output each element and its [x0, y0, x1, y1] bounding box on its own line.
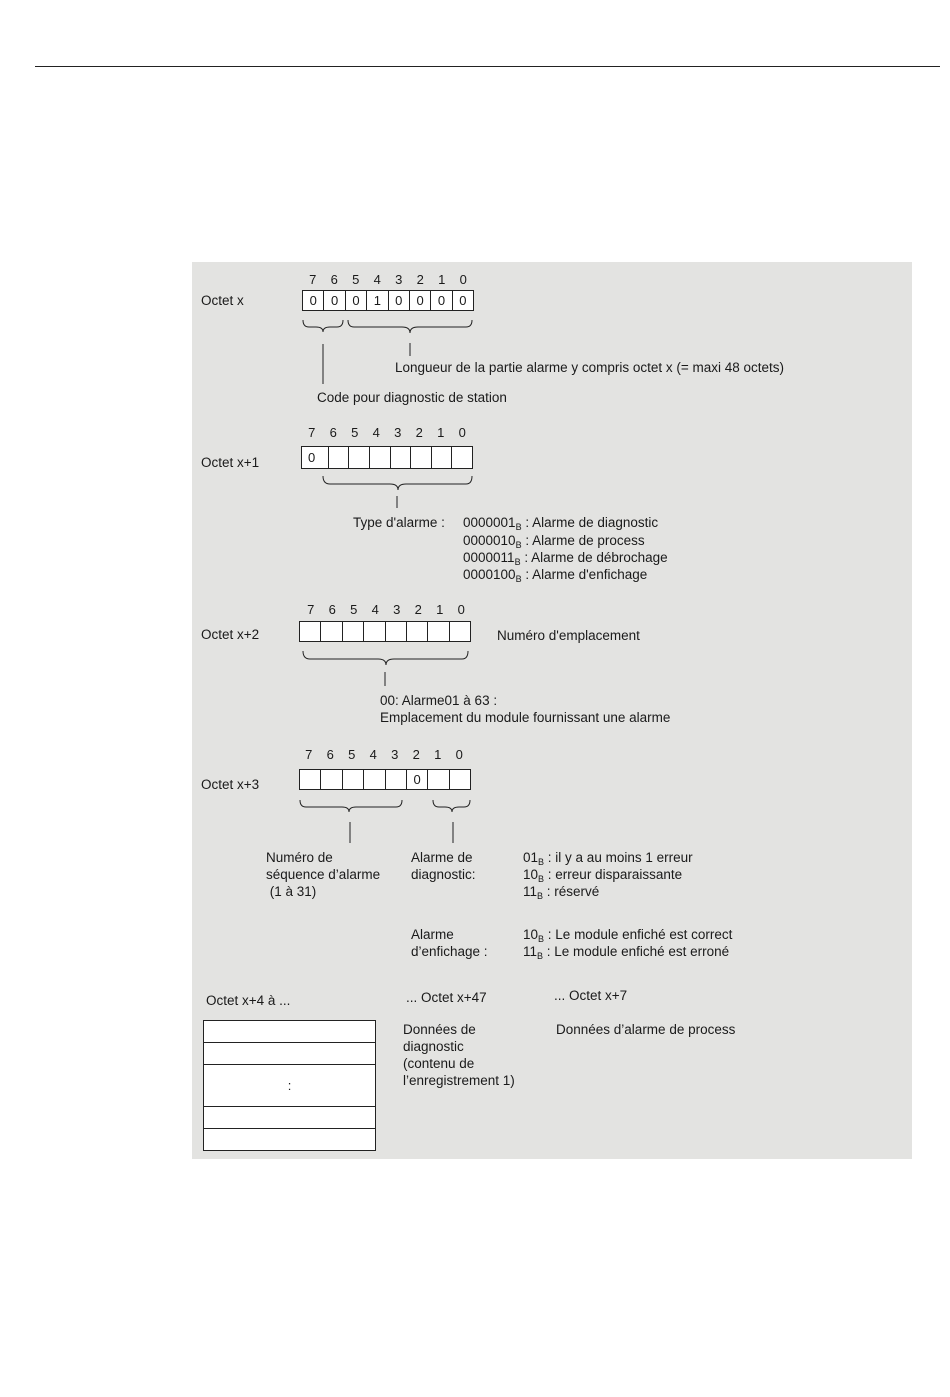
alarm-type-2: $0000010_B$ : Alarme de process: [463, 533, 645, 550]
sequence-number-label: Numéro de séquence d’alarme (1 à 31): [266, 850, 381, 899]
bit-cell: [364, 622, 385, 641]
slot-number-label: Numéro d'emplacement: [497, 628, 640, 643]
bit-cell: [452, 447, 472, 468]
plug-value-2: $11_B$ : Le module enfiché est erroné: [523, 944, 730, 961]
table-row: [204, 1043, 375, 1065]
bit-cell: 0: [389, 291, 410, 310]
bit-cell: [343, 622, 364, 641]
bit-numbers-x2: 7 6 5 4 3 2 1 0: [307, 602, 465, 617]
bit-cell: [364, 770, 385, 789]
bit-cell: [428, 622, 449, 641]
brace-x2: [303, 651, 468, 665]
bit-cell: 0: [346, 291, 367, 310]
bit-cell: 0: [410, 291, 431, 310]
bit-cell: [432, 447, 453, 468]
data-record-table: [203, 1020, 376, 1151]
bit-cell: 1: [367, 291, 388, 310]
diagnostic-alarm-label: Alarme de diagnostic:: [411, 850, 476, 882]
table-row: [204, 1129, 375, 1151]
bit-cell: [386, 770, 407, 789]
alarm-type-4: $0000100_B$ : Alarme d'enfichage: [463, 567, 648, 584]
diag-value-3: $11_B$ : réservé: [523, 884, 600, 901]
bit-cell: [411, 447, 432, 468]
alarm-type-label: Type d'alarme :: [353, 515, 445, 530]
bit-cell: 0: [407, 770, 428, 789]
octet-x1-bitbox: [301, 446, 473, 469]
bit-cell: [300, 622, 321, 641]
length-description: Longueur de la partie alarme y compris octet x (= maxi 48 octets): [395, 360, 785, 375]
octet-x-label: Octet x: [201, 293, 244, 308]
brace-x1: [323, 476, 472, 490]
brace-bits-5-0: [348, 320, 472, 333]
bit-cell: [386, 622, 407, 641]
alarm-type-1: $0000001_B$ : Alarme de diagnostic: [463, 515, 659, 532]
bit-numbers-x: 7 6 5 4 3 2 1 0: [309, 272, 467, 287]
brace-x3-seq: [300, 800, 402, 812]
alarm-type-3: $0000011_B$ : Alarme de débrochage: [463, 550, 668, 567]
slot-note-line1: 00: Alarme01 à 63 :: [380, 693, 498, 708]
slot-note-line2: Emplacement du module fournissant une alarme: [380, 710, 671, 725]
bit-cell: 0: [431, 291, 452, 310]
bit-cell: [300, 770, 321, 789]
bit-cell: [370, 447, 391, 468]
bit-cell: [321, 770, 342, 789]
table-row: :: [204, 1065, 375, 1107]
diag-end-octet: ... Octet x+47: [406, 990, 487, 1005]
plug-value-1: $10_B$ : Le module enfiché est correct: [523, 927, 733, 944]
bit-numbers-x3: 7 6 5 4 3 2 1 0: [305, 747, 463, 762]
bit-cell: [343, 770, 364, 789]
bit-cell: [349, 447, 370, 468]
table-row: [204, 1021, 375, 1043]
brace-x3-type: [433, 800, 470, 812]
octet-x3-bitbox: [299, 769, 471, 790]
bit-cell: 0: [302, 447, 329, 468]
bit-cell: 0: [303, 291, 324, 310]
bit-cell: [321, 622, 342, 641]
bit-numbers-x1: 7 6 5 4 3 2 1 0: [308, 425, 466, 440]
bit-cell: 0: [459, 293, 467, 308]
bit-cell: [391, 447, 412, 468]
process-alarm-data-label: Données d’alarme de process: [556, 1022, 736, 1037]
diag-value-2: $10_B$ : erreur disparaissante: [523, 867, 683, 884]
bit-cell: [407, 622, 428, 641]
bit-cell: [450, 770, 470, 789]
bit-cell: [450, 622, 470, 641]
octet-x2-label: Octet x+2: [201, 627, 260, 642]
bit-cell: 0: [324, 291, 345, 310]
bit-cell: [329, 447, 350, 468]
octet-x4-label: Octet x+4 à ...: [206, 993, 291, 1008]
octet-x-bitbox: [302, 290, 474, 311]
brace-bits-7-6: [303, 320, 343, 332]
table-row: [204, 1107, 375, 1129]
octet-x1-label: Octet x+1: [201, 455, 260, 470]
station-diag-code-label: Code pour diagnostic de station: [317, 390, 507, 405]
bit-cell: [428, 770, 449, 789]
plug-alarm-label: Alarme d’enfichage :: [411, 927, 488, 959]
diag-value-1: $01_B$ : il y a au moins 1 erreur: [523, 850, 693, 867]
octet-x3-label: Octet x+3: [201, 777, 260, 792]
diagnostic-data-label: Données de diagnostic (contenu de l’enregistrement 1): [403, 1022, 515, 1088]
octet-x2-bitbox: [299, 621, 471, 642]
process-end-octet: ... Octet x+7: [554, 988, 628, 1003]
